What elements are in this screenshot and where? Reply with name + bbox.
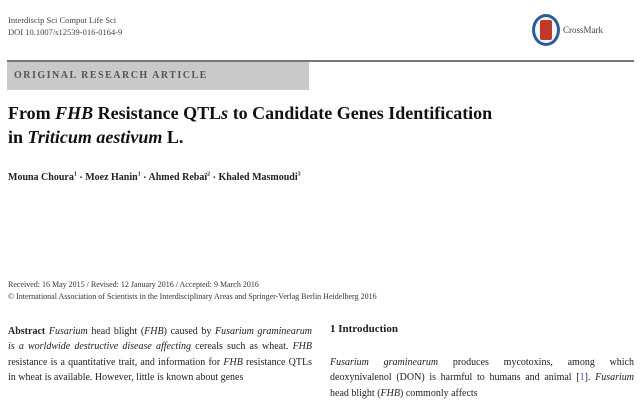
journal-name: Interdiscip Sci Comput Life Sci xyxy=(8,15,117,25)
title-text: in xyxy=(8,127,28,147)
article-meta xyxy=(8,279,377,303)
article-dates: Received: 16 May 2015 / Revised: 12 January 2016 / Accepted: 9 March 2016 xyxy=(8,280,259,289)
title-text: L. xyxy=(162,127,184,147)
article-type: ORIGINAL RESEARCH ARTICLE xyxy=(14,70,208,81)
crossmark-label: CrossMark xyxy=(563,25,603,35)
separator: · xyxy=(76,172,86,184)
separator: · xyxy=(140,172,149,184)
title-text: s xyxy=(221,103,229,123)
separator: · xyxy=(210,172,219,184)
title-text: Triticum aestivum xyxy=(27,127,163,147)
copyright: © International Association of Scientists in the Interdisciplinary Areas and Springer-Verlag Berlin Heidelberg 2016 xyxy=(8,292,377,301)
title-text: From xyxy=(8,103,56,123)
crossmark-icon xyxy=(532,14,560,46)
title-text: FHB xyxy=(55,103,94,123)
author[interactable]: Khaled Masmoudi$^3$ xyxy=(218,172,301,184)
author[interactable]: Mouna Choura$^1$ xyxy=(8,172,77,184)
introduction-heading: 1 Introduction xyxy=(330,323,398,335)
introduction-text: Fusarium graminearum produces mycotoxins, among which deoxynivalenol (DON) is harmful to humans and animal [1]. Fusarium head blight (FHB) commonly affects xyxy=(330,357,635,399)
article-type-banner xyxy=(7,62,309,90)
title-text: to Candidate Genes Identification xyxy=(228,103,493,123)
reference-link[interactable]: 1 xyxy=(579,372,585,384)
author-list xyxy=(8,172,301,183)
journal-header xyxy=(8,14,122,38)
doi[interactable]: DOI 10.1007/s12539-016-0164-9 xyxy=(8,27,123,37)
paper-title xyxy=(8,101,628,149)
title-text: Resistance QTL xyxy=(93,103,222,123)
author[interactable]: Ahmed Rebaï$^2$ xyxy=(148,172,211,184)
author[interactable]: Moez Hanin$^1$ xyxy=(85,172,141,184)
crossmark-badge[interactable] xyxy=(532,14,603,46)
abstract: Abstract Fusarium head blight (FHB) caused by Fusarium graminearum is a worldwide destructive disease affecting cereals such as wheat. FHB resistance is a quantitative trait, and information for FHB resistance QTLs in wheat is available. However, little is known about genes xyxy=(8,326,313,383)
abstract-label: Abstract xyxy=(8,326,46,337)
